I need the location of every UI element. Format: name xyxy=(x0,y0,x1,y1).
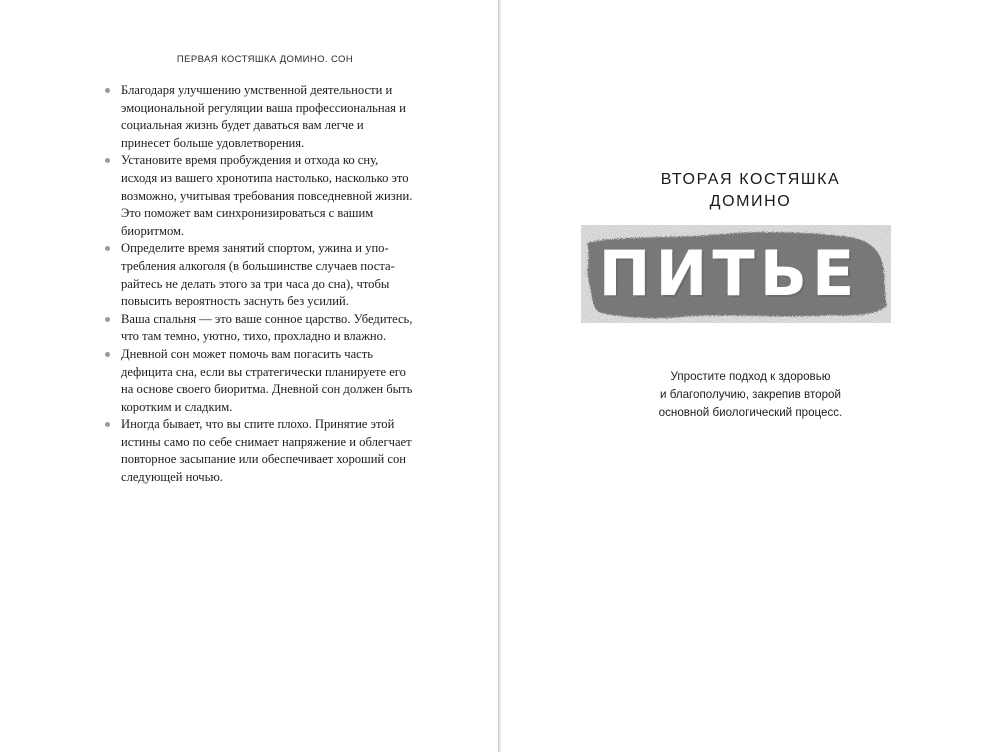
bullet-text: Благодаря улучшению умственной деятельности и эмоциональной регуляции ваша профессиональная и социальная жизнь будет даваться вам легче и принесет больше удовлетворения. xyxy=(121,83,406,150)
bullet-dot-icon xyxy=(105,158,110,163)
bullet-item xyxy=(104,82,414,152)
chapter-subtitle xyxy=(501,368,1000,422)
running-head: ПЕРВАЯ КОСТЯШКА ДОМИНО. СОН xyxy=(176,54,354,65)
chapter-subtitle-line: Упростите подход к здоровью xyxy=(670,370,831,383)
bullet-text: Дневной сон может помочь вам погасить часть дефицита сна, если вы стратегически планируете его на основе своего биоритма. Дневной сон должен быть коротким и сладким. xyxy=(121,346,413,414)
bullet-text: Ваша спальня — это ваше сонное царство. Убедитесь, что там темно, уютно, тихо, прохладно и влажно. xyxy=(121,311,413,344)
bullet-dot-icon xyxy=(105,246,110,251)
bullet-dot-icon xyxy=(105,422,110,427)
left-page xyxy=(0,0,498,752)
bullet-item xyxy=(104,416,414,486)
right-page xyxy=(501,0,1000,752)
bullet-text: Установите время пробуждения и отхода ко сну, исходя из вашего хронотипа настолько, насколько это возможно, учитывая требования повседневной жизни. Это поможет вам синхронизироваться с вашим биоритмом. xyxy=(121,153,413,238)
bullet-dot-icon xyxy=(105,352,110,357)
chapter-kicker xyxy=(501,169,1000,213)
bullet-item xyxy=(104,240,414,310)
bullet-item xyxy=(104,346,414,416)
bullet-list xyxy=(104,82,414,487)
chapter-title: ПИТЬЕ xyxy=(598,237,860,310)
chapter-subtitle-line: и благополучию, закрепив второй xyxy=(660,388,841,401)
bullet-dot-icon xyxy=(105,88,110,93)
bullet-text: Иногда бывает, что вы спите плохо. Принятие этой истины само по себе снимает напряжение и облегчает повторное засыпание или обеспечивает хороший сон следующей ночью. xyxy=(121,417,412,485)
bullet-dot-icon xyxy=(105,317,110,322)
chapter-subtitle-line: основной биологический процесс. xyxy=(658,406,843,419)
chapter-kicker-line: ДОМИНО xyxy=(709,193,792,210)
bullet-item xyxy=(104,152,414,240)
chapter-kicker-line: ВТОРАЯ КОСТЯШКА xyxy=(660,171,841,188)
bullet-text: Определите время занятий спортом, ужина и употребления алкоголя (в большинстве случаев постарайтесь не делать этого за три часа до сна), чтобы повысить вероятность заснуть без усилий. xyxy=(121,241,395,309)
bullet-item xyxy=(104,311,414,346)
